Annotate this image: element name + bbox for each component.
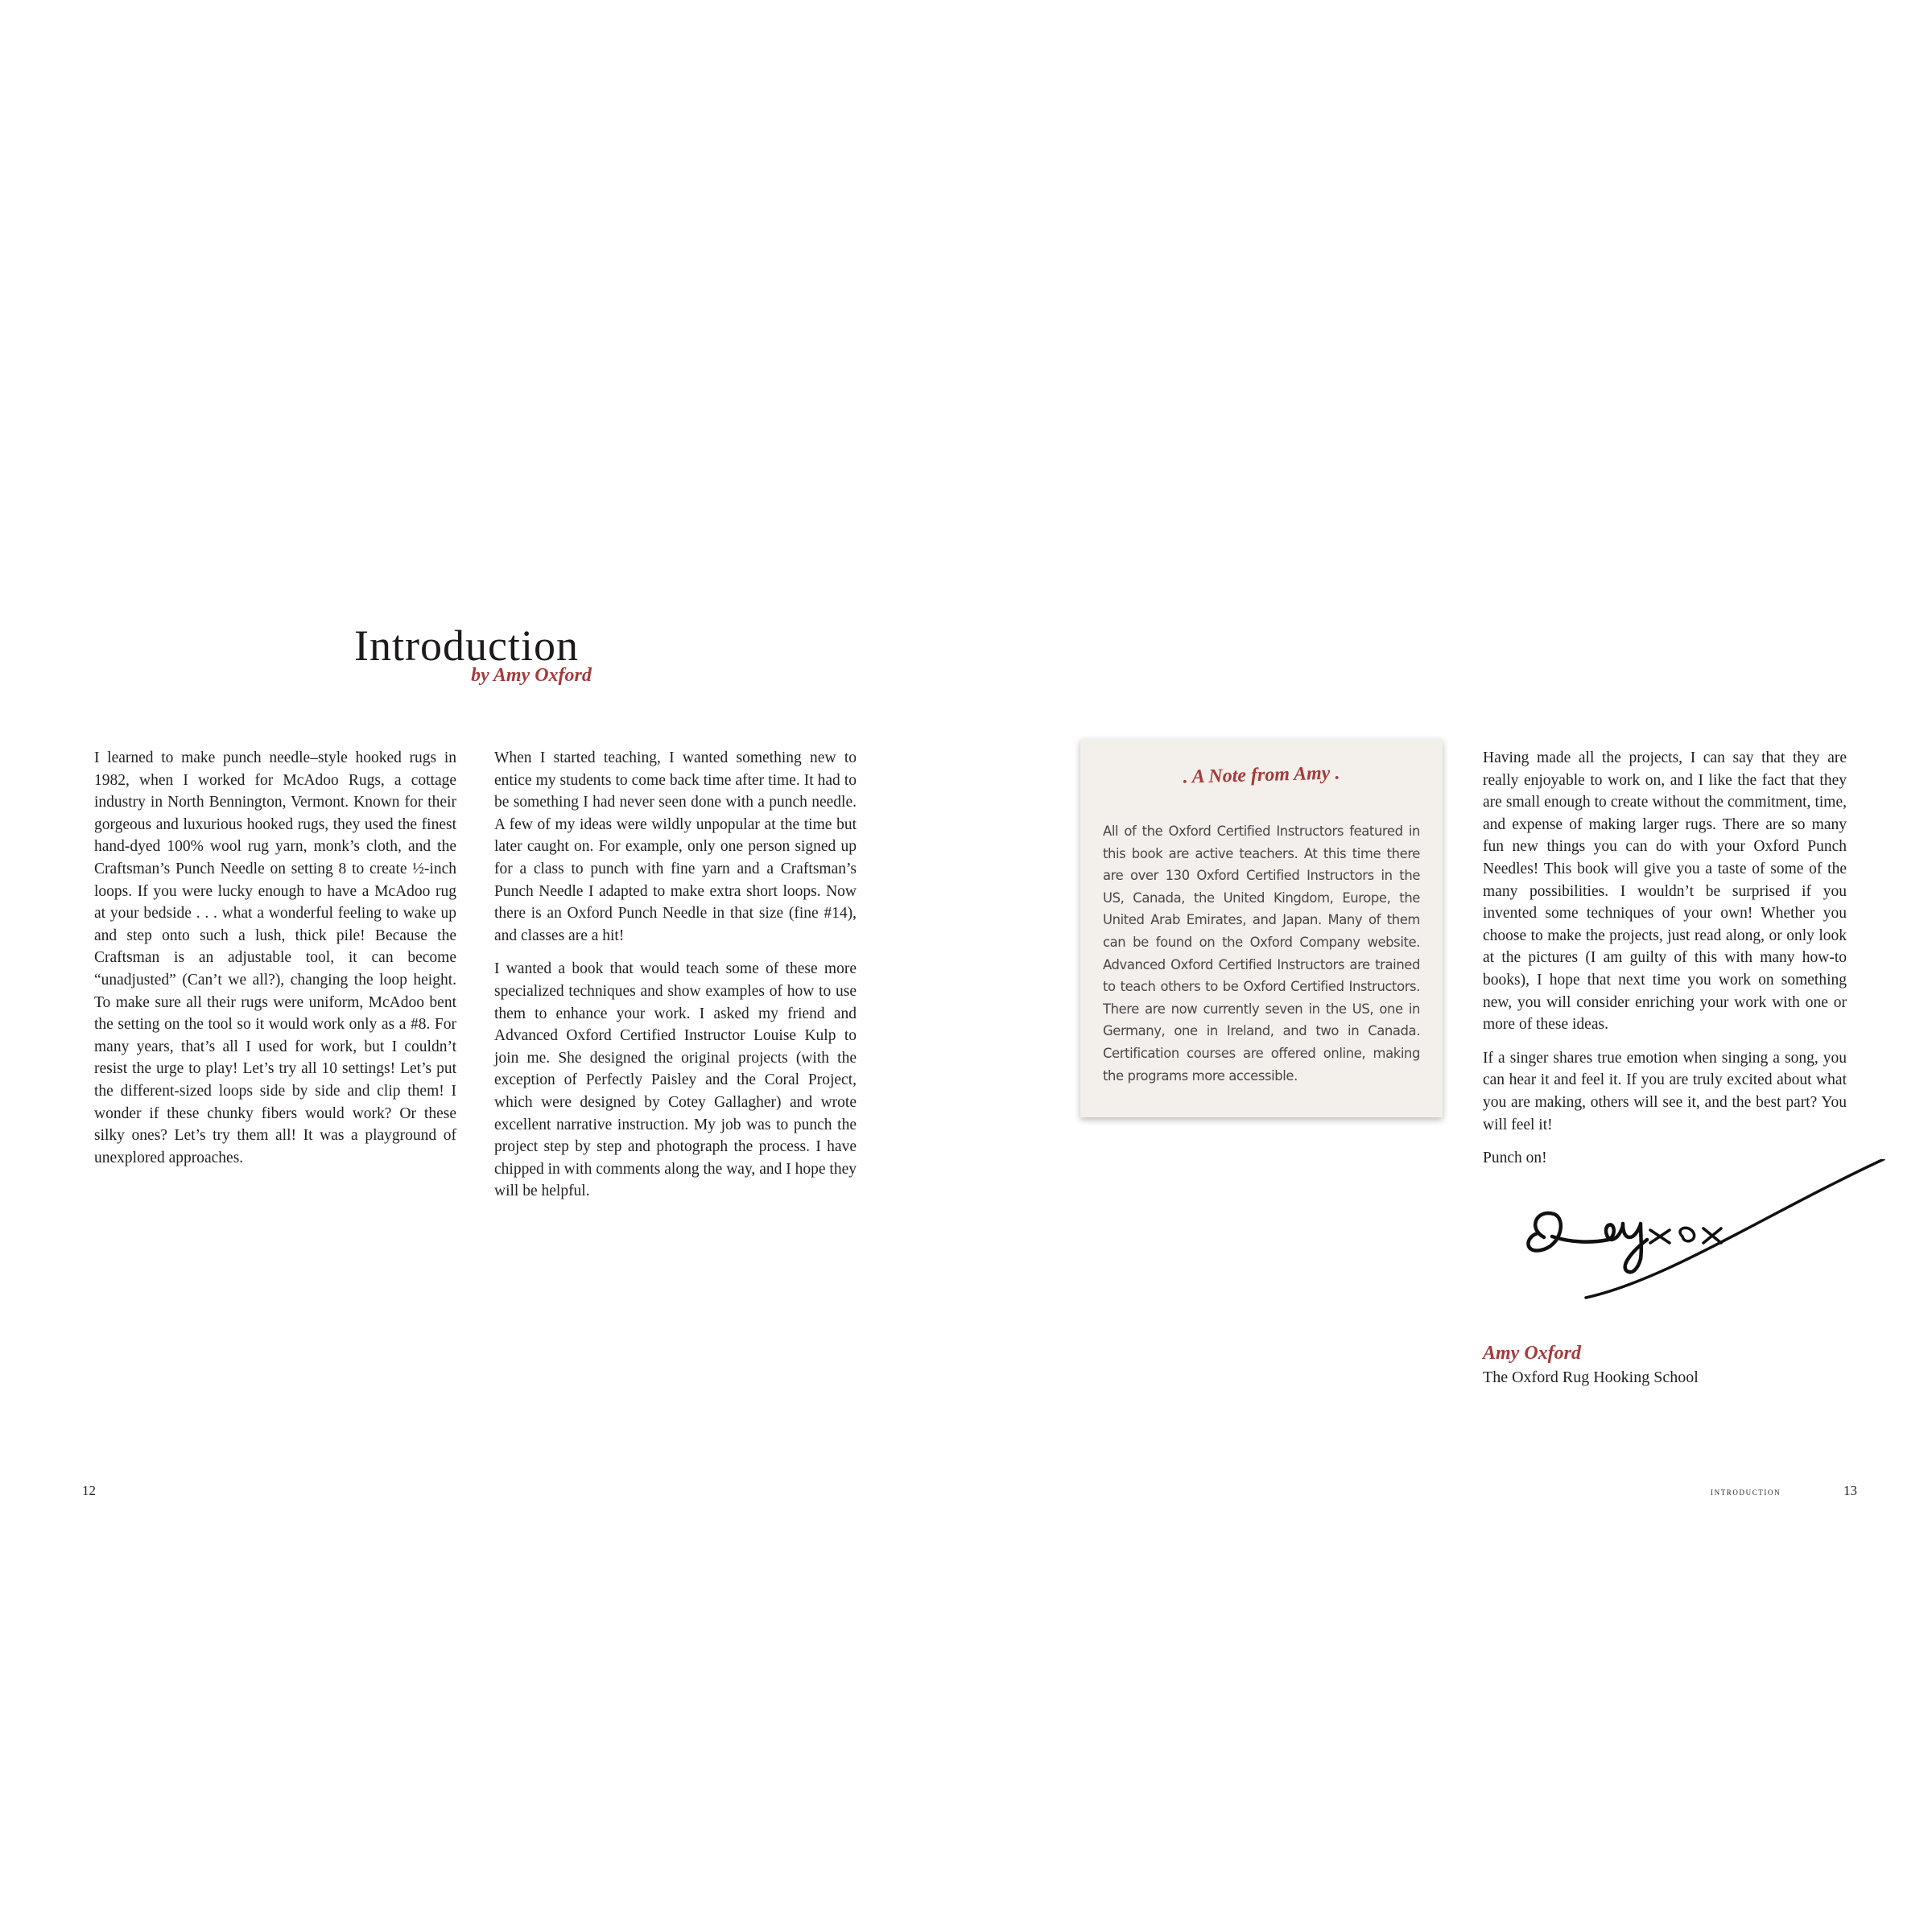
paragraph: I learned to make punch needle–style hooked rugs in 1982, when I worked for McAdoo Rugs, a cottage industry in North Bennington, Vermont. Known for their gorgeous and luxurious hooked rugs, they used the finest hand-dyed 100% wool rug yarn, monk’s cloth, and the Craftsman’s Punch Needle on setting 8 to create ½-inch loops. If you were lucky enough to have a McAdoo rug at your bedside . . . what a wonderful feeling to wake up and step onto such a lush, thick pile! Because the Craftsman is an adjustable tool, it can become “unadjusted” (Can’t we all?), changing the loop height. To make sure all their rugs were uniform, McAdoo bent the setting on the tool so it would work only as a #8. For many years, that’s all I used for work, but I couldn’t resist the urge to play! Let’s try all 10 settings! Let’s put the different-sized loops side by side and clip them! I wonder if these chunky fibers would work? Or these silky ones? Let’s try them all! It was a playground of unexplored approaches. bbox=[94, 749, 456, 1166]
chapter-title: Introduction bbox=[354, 621, 579, 671]
handwritten-signature bbox=[1513, 1159, 1892, 1328]
note-from-amy-card bbox=[1080, 739, 1443, 1117]
paragraph: Having made all the projects, I can say that they are really enjoyable to work on, and I like the fact that they are small enough to create without the commitment, time, and expense of making larger rugs. There are so many fun new things you can do with your Oxford Punch Needles! This book will give you a taste of some of the many possibilities. I wouldn’t be surprised if you invented some techniques of your own! Whether you choose to make the projects, just read along, or only look at the pictures (I am guilty of this with many how-to books), I hope that next time you work on something new, you will consider enriching your work with one or more of these ideas. bbox=[1483, 749, 1847, 1034]
body-column-3 bbox=[1483, 747, 1847, 1181]
note-body: All of the Oxford Certified Instructors featured in this book are active teachers. At this time there are over 130 Oxford Certified Instructors in the US, Canada, the United Kingdom, Europe, the United Arab Emirates, and Japan. Many of them can be found on the Oxford Company website. Advanced Oxford Certified Instructors are trained to teach others to be Oxford Certified Instructors. There are now currently seven in the US, one in Germany, one in Ireland, and two in Canada. Certification courses are offered online, making the programs more accessible. bbox=[1103, 824, 1420, 1084]
paragraph: When I started teaching, I wanted something new to entice my students to come back time after time. It had to be something I had never seen done with a punch needle. A few of my ideas were wildly unpopular at the time but later caught on. For example, only one person signed up for a class to punch with fine yarn and a Craftsman’s Punch Needle I adapted to make extra short loops. Now there is an Oxford Punch Needle in that size (fine #14), and classes are a hit! bbox=[494, 749, 857, 944]
page-number-left: 12 bbox=[82, 1483, 96, 1498]
running-head: introduction bbox=[1711, 1485, 1781, 1497]
note-heading: . A Note from Amy . bbox=[1183, 762, 1340, 788]
author-organization: The Oxford Rug Hooking School bbox=[1483, 1368, 1699, 1386]
paragraph: If a singer shares true emotion when singing a song, you can hear it and feel it. If you are truly excited about what you are making, others will see it, and the best part? You will feel it! bbox=[1483, 1049, 1847, 1133]
author-byline: by Amy Oxford bbox=[471, 665, 592, 686]
body-column-2 bbox=[494, 747, 857, 1214]
author-name: Amy Oxford bbox=[1483, 1343, 1581, 1364]
paragraph: I wanted a book that would teach some of these more specialized techniques and show examples of how to use them to enhance your work. I asked my friend and Advanced Oxford Certified Instructor Louise Kulp to join me. She designed the original projects (with the exception of Perfectly Paisley and the Coral Project, which were designed by Cotey Gallagher) and wrote excellent narrative instruction. My job was to punch the project step by step and photograph the process. I have chipped in with comments along the way, and I hope they will be helpful. bbox=[494, 960, 857, 1200]
body-column-1 bbox=[94, 747, 456, 1180]
page-number-right: 13 bbox=[1843, 1483, 1857, 1498]
paragraph: Punch on! bbox=[1483, 1150, 1547, 1167]
